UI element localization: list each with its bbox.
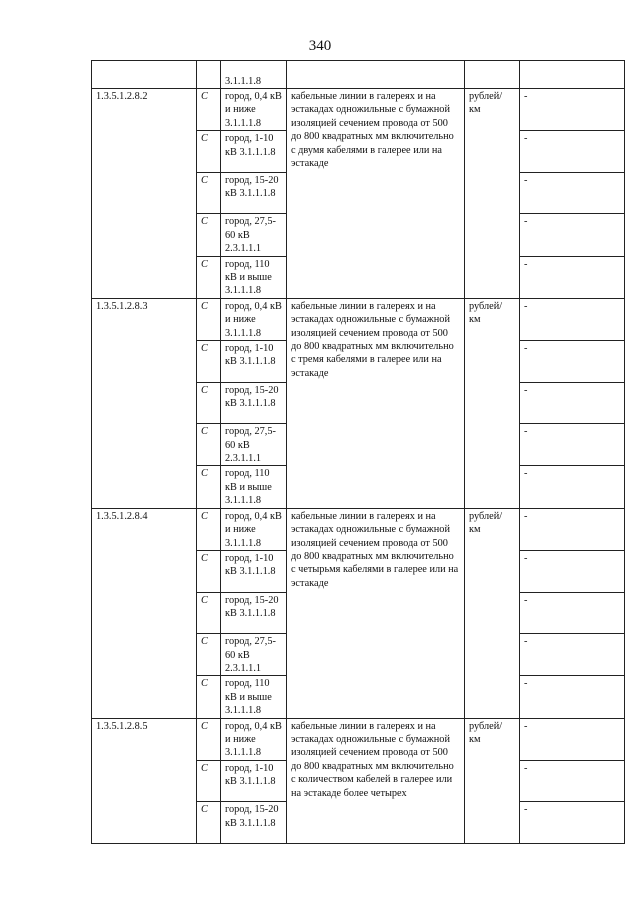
category-mark: С (197, 341, 221, 383)
rate-value: - (520, 131, 625, 173)
voltage-level: город, 27,5-60 кВ 2.3.1.1.1 (221, 634, 287, 676)
rate-value: - (520, 424, 625, 466)
rate-value: - (520, 508, 625, 550)
unit-of-measure: рублей/ км (465, 89, 520, 299)
item-description: кабельные линии в галереях и на эстакадах одножильные с бумажной изоляцией сечением провода от 500 до 800 квадратных мм включительно с количеством кабелей в галерее или на эстакаде более четырех (287, 718, 465, 843)
rate-value: - (520, 382, 625, 424)
table-row (92, 89, 625, 131)
item-code: 1.3.5.1.2.8.2 (92, 89, 197, 299)
voltage-level: город, 1-10 кВ 3.1.1.1.8 (221, 341, 287, 383)
category-mark: С (197, 214, 221, 256)
value-cell (520, 61, 625, 89)
voltage-level: город, 0,4 кВ и ниже 3.1.1.1.8 (221, 298, 287, 340)
voltage-level: город, 0,4 кВ и ниже 3.1.1.1.8 (221, 89, 287, 131)
table-row (92, 298, 625, 340)
rate-value: - (520, 802, 625, 844)
voltage-level: город, 15-20 кВ 3.1.1.1.8 (221, 172, 287, 214)
rate-value: - (520, 172, 625, 214)
unit-of-measure: рублей/ км (465, 508, 520, 718)
category-mark: С (197, 676, 221, 718)
category-mark: С (197, 256, 221, 298)
unit-of-measure: рублей/ км (465, 298, 520, 508)
table-row (92, 718, 625, 760)
category-mark: С (197, 718, 221, 760)
category-mark: С (197, 508, 221, 550)
category-mark: С (197, 550, 221, 592)
voltage-level: город, 1-10 кВ 3.1.1.1.8 (221, 131, 287, 173)
category-mark: С (197, 89, 221, 131)
rate-value: - (520, 256, 625, 298)
rates-table (91, 60, 625, 844)
rate-value: - (520, 89, 625, 131)
category-mark: С (197, 802, 221, 844)
category-mark: С (197, 131, 221, 173)
category-mark: С (197, 466, 221, 508)
category-mark: С (197, 424, 221, 466)
item-description: кабельные линии в галереях и на эстакадах одножильные с бумажной изоляцией сечением провода от 500 до 800 квадратных мм включительно с четырьмя кабелями в галерее или на эстакаде (287, 508, 465, 718)
voltage-level: город, 0,4 кВ и ниже 3.1.1.1.8 (221, 508, 287, 550)
category-mark: С (197, 172, 221, 214)
rate-value: - (520, 341, 625, 383)
item-description: кабельные линии в галереях и на эстакадах одножильные с бумажной изоляцией сечением провода от 500 до 800 квадратных мм включительно с тремя кабелями в галерее или на эстакаде (287, 298, 465, 508)
voltage-level: город, 1-10 кВ 3.1.1.1.8 (221, 550, 287, 592)
rate-value: - (520, 550, 625, 592)
category-mark: С (197, 298, 221, 340)
rate-value: - (520, 760, 625, 802)
category-mark: С (197, 634, 221, 676)
rate-value: - (520, 676, 625, 718)
item-code: 1.3.5.1.2.8.3 (92, 298, 197, 508)
level-cell: 3.1.1.1.8 (221, 61, 287, 89)
mark-cell (197, 61, 221, 89)
voltage-level: город, 110 кВ и выше 3.1.1.1.8 (221, 676, 287, 718)
voltage-level: город, 15-20 кВ 3.1.1.1.8 (221, 382, 287, 424)
item-code: 1.3.5.1.2.8.4 (92, 508, 197, 718)
unit-cell (465, 61, 520, 89)
rate-value: - (520, 214, 625, 256)
rate-value: - (520, 718, 625, 760)
table-row (92, 61, 625, 89)
description-cell (287, 61, 465, 89)
voltage-level: город, 15-20 кВ 3.1.1.1.8 (221, 592, 287, 634)
rate-value: - (520, 298, 625, 340)
voltage-level: город, 0,4 кВ и ниже 3.1.1.1.8 (221, 718, 287, 760)
category-mark: С (197, 592, 221, 634)
code-cell (92, 61, 197, 89)
rate-value: - (520, 466, 625, 508)
category-mark: С (197, 760, 221, 802)
voltage-level: город, 27,5-60 кВ 2.3.1.1.1 (221, 424, 287, 466)
category-mark: С (197, 382, 221, 424)
page-number: 340 (308, 38, 332, 54)
item-code: 1.3.5.1.2.8.5 (92, 718, 197, 843)
unit-of-measure: рублей/ км (465, 718, 520, 843)
voltage-level: город, 27,5-60 кВ 2.3.1.1.1 (221, 214, 287, 256)
rate-value: - (520, 592, 625, 634)
table-row (92, 508, 625, 550)
item-description: кабельные линии в галереях и на эстакадах одножильные с бумажной изоляцией сечением провода от 500 до 800 квадратных мм включительно с двумя кабелями в галерее или на эстакаде (287, 89, 465, 299)
voltage-level: город, 15-20 кВ 3.1.1.1.8 (221, 802, 287, 844)
voltage-level: город, 110 кВ и выше 3.1.1.1.8 (221, 256, 287, 298)
voltage-level: город, 110 кВ и выше 3.1.1.1.8 (221, 466, 287, 508)
rate-value: - (520, 634, 625, 676)
voltage-level: город, 1-10 кВ 3.1.1.1.8 (221, 760, 287, 802)
